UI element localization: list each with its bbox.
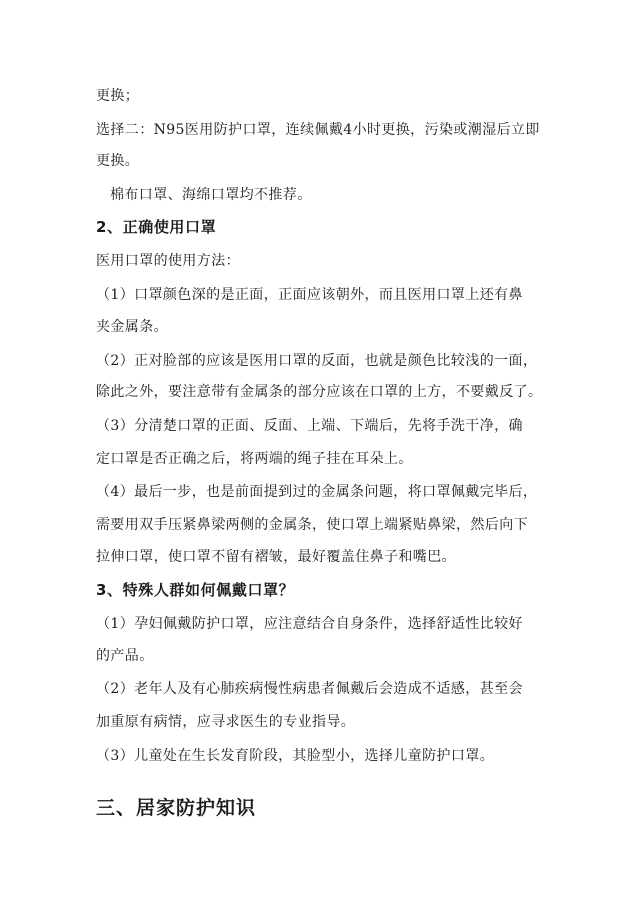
text-line: 更换； bbox=[96, 88, 140, 104]
text-line: 棉布口罩、海绵口罩均不推荐。 bbox=[110, 187, 312, 203]
text-line: 除此之外，要注意带有金属条的部分应该在口罩的上方，不要戴反了。 bbox=[96, 384, 543, 400]
section-heading: 2、正确使用口罩 bbox=[96, 218, 217, 236]
text-line: 医用口罩的使用方法： bbox=[96, 253, 240, 269]
text-line: 选择二：N95医用防护口罩，连续佩戴4小时更换，污染或潮湿后立即 bbox=[96, 122, 540, 138]
text-line: （3）儿童处在生长发育阶段，其脸型小，选择儿童防护口罩。 bbox=[96, 748, 495, 764]
section-heading: 3、特殊人群如何佩戴口罩？ bbox=[96, 581, 295, 599]
chapter-heading: 三、居家防护知识 bbox=[96, 797, 257, 819]
text-line: 的产品。 bbox=[96, 648, 154, 664]
text-line: 需要用双手压紧鼻梁两侧的金属条，使口罩上端紧贴鼻梁，然后向下 bbox=[96, 517, 528, 533]
text-line: 定口罩是否正确之后，将两端的绳子挂在耳朵上。 bbox=[96, 451, 413, 467]
text-line: 更换。 bbox=[96, 153, 140, 169]
text-line: （2）老年人及有心肺疾病慢性病患者佩戴后会造成不适感，甚至会 bbox=[96, 681, 523, 697]
text-line: （4）最后一步，也是前面提到过的金属条问题，将口罩佩戴完毕后， bbox=[96, 484, 538, 500]
text-line: （2）正对脸部的应该是医用口罩的反面，也就是颜色比较浅的一面， bbox=[96, 353, 538, 369]
text-line: （1）孕妇佩戴防护口罩，应注意结合自身条件，选择舒适性比较好 bbox=[96, 616, 523, 632]
text-line: （1）口罩颜色深的是正面，正面应该朝外，而且医用口罩上还有鼻 bbox=[96, 287, 523, 303]
text-line: 加重原有病情，应寻求医生的专业指导。 bbox=[96, 714, 356, 730]
text-line: 拉伸口罩，使口罩不留有褶皱，最好覆盖住鼻子和嘴巴。 bbox=[96, 549, 456, 565]
text-line: （3）分清楚口罩的正面、反面、上端、下端后，先将手洗干净，确 bbox=[96, 418, 523, 434]
text-line: 夹金属条。 bbox=[96, 319, 168, 335]
